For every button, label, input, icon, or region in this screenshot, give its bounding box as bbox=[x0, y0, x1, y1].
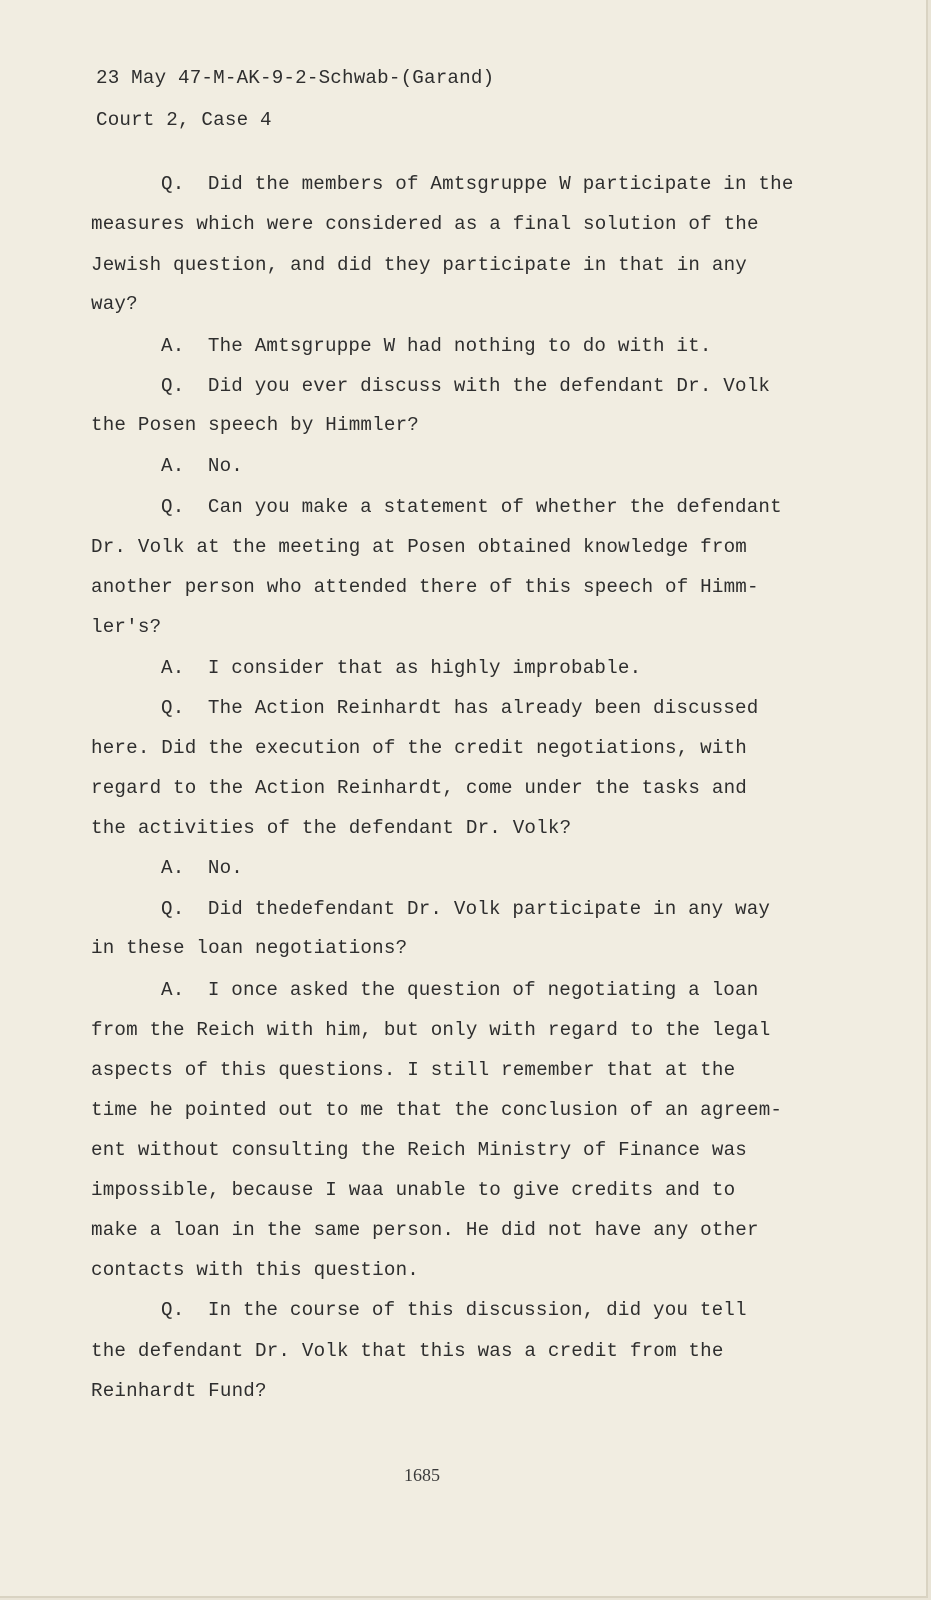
text-line: measures which were considered as a final solution of the bbox=[91, 213, 759, 235]
text-line: time he pointed out to me that the conclusion of an agreem- bbox=[91, 1099, 783, 1121]
text-line: contacts with this question. bbox=[91, 1259, 420, 1281]
question-line: Q. In the course of this discussion, did you tell bbox=[161, 1299, 747, 1321]
text-line: another person who attended there of this speech of Himm- bbox=[91, 576, 759, 598]
answer-line: A. No. bbox=[161, 455, 244, 477]
text-line: way? bbox=[91, 293, 138, 315]
text-line: from the Reich with him, but only with regard to the legal bbox=[91, 1019, 771, 1041]
answer-line: A. I once asked the question of negotiating a loan bbox=[161, 979, 759, 1001]
text-line: impossible, because I waa unable to give credits and to bbox=[91, 1179, 736, 1201]
text-line: the defendant Dr. Volk that this was a credit from the bbox=[91, 1340, 724, 1362]
answer-line: A. I consider that as highly improbable. bbox=[161, 657, 642, 679]
text-line: Dr. Volk at the meeting at Posen obtained knowledge from bbox=[91, 536, 748, 558]
text-line: Jewish question, and did they participate in that in any bbox=[91, 254, 748, 276]
question-line: Q. Did you ever discuss with the defendant Dr. Volk bbox=[161, 375, 771, 397]
page-number: 1685 bbox=[404, 1465, 440, 1485]
text-line: regard to the Action Reinhardt, come under the tasks and bbox=[91, 777, 748, 799]
question-line: Q. Can you make a statement of whether the defendant bbox=[161, 496, 782, 518]
header-reference-line: 23 May 47-M-AK-9-2-Schwab-(Garand) bbox=[96, 67, 495, 89]
question-line: Q. Did the members of Amtsgruppe W participate in the bbox=[161, 173, 794, 195]
header-court-line: Court 2, Case 4 bbox=[96, 109, 272, 131]
text-line: the activities of the defendant Dr. Volk? bbox=[91, 817, 572, 839]
question-line: Q. The Action Reinhardt has already been discussed bbox=[161, 697, 759, 719]
text-line: in these loan negotiations? bbox=[91, 937, 408, 959]
answer-line: A. The Amtsgruppe W had nothing to do with it. bbox=[161, 335, 712, 357]
text-line: ent without consulting the Reich Ministry of Finance was bbox=[91, 1139, 748, 1161]
question-line: Q. Did thedefendant Dr. Volk participate in any way bbox=[161, 898, 771, 920]
text-line: the Posen speech by Himmler? bbox=[91, 414, 420, 436]
text-line: make a loan in the same person. He did not have any other bbox=[91, 1219, 759, 1241]
text-line: here. Did the execution of the credit negotiations, with bbox=[91, 737, 748, 759]
text-line: aspects of this questions. I still remember that at the bbox=[91, 1059, 736, 1081]
text-line: ler's? bbox=[91, 616, 162, 638]
text-line: Reinhardt Fund? bbox=[91, 1380, 267, 1402]
answer-line: A. No. bbox=[161, 857, 244, 879]
